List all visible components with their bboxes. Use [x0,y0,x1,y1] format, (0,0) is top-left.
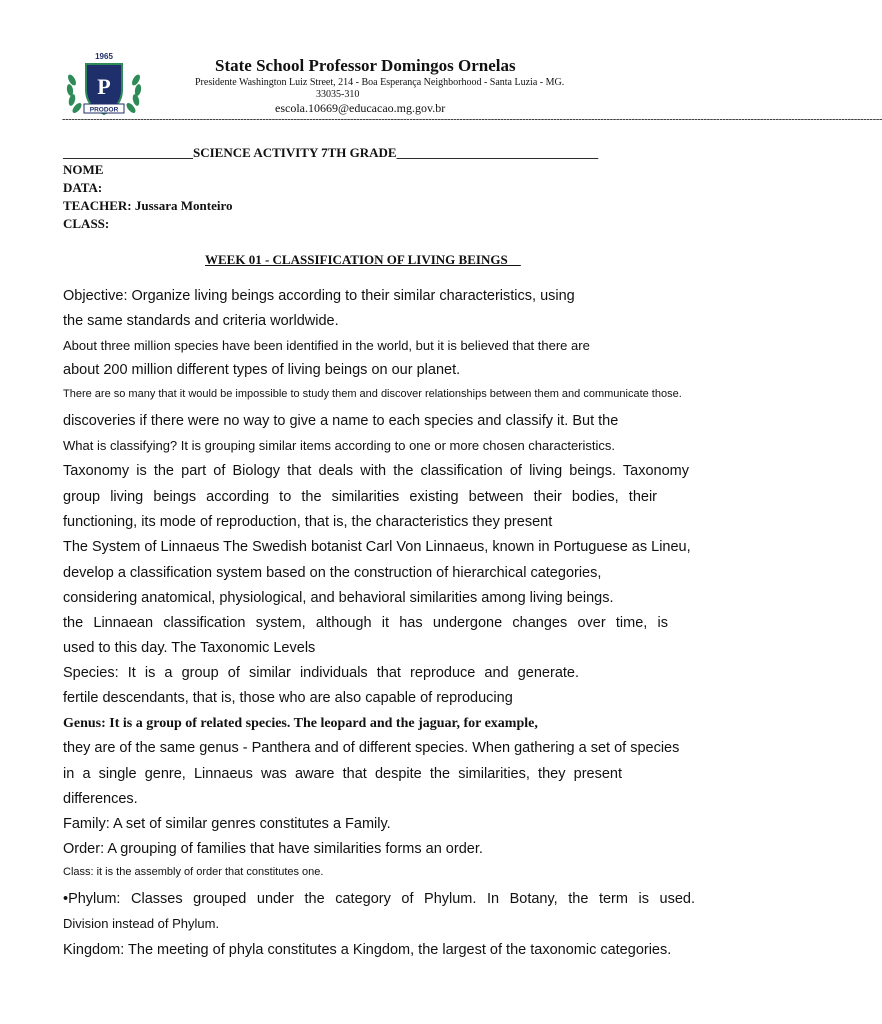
body-line: considering anatomical, physiological, and behavioral similarities among living beings. [63,590,614,606]
body-line: the Linnaean classification system, although it has undergone changes over time, is [63,615,668,631]
school-email: escola.10669@educacao.mg.gov.br [275,101,446,115]
school-zip: 33035-310 [316,89,360,100]
field-class: CLASS: [63,216,110,231]
body-line: the same standards and criteria worldwide. [63,313,339,329]
body-line: Objective: Organize living beings according to their similar characteristics, using [63,288,575,304]
body-line: Order: A grouping of families that have similarities forms an order. [63,841,483,857]
activity-title: ____________________SCIENCE ACTIVITY 7TH GRADE_______________________________ [63,145,599,160]
teacher-label: TEACHER: [63,198,132,213]
field-date: DATA: [63,180,103,195]
body-line: used to this day. The Taxonomic Levels [63,640,316,656]
body-line: Kingdom: The meeting of phyla constitutes a Kingdom, the largest of the taxonomic categories. [63,942,672,958]
logo-letter: P [97,74,111,99]
body-line: in a single genre, Linnaeus was aware that despite the similarities, they present [63,766,622,782]
logo-year: 1965 [95,52,113,61]
field-name: NOME [63,162,104,177]
body-line: about 200 million different types of living beings on our planet. [63,362,461,378]
body-line: Class: it is the assembly of order that constitutes one. [63,866,324,878]
laurel-left-icon [66,73,83,114]
body-line: Taxonomy is the part of Biology that deals with the classification of living beings. Taxonomy [63,463,689,479]
teacher-value: Jussara Monteiro [131,198,233,213]
laurel-right-icon [125,73,142,114]
body-line: group living beings according to the similarities existing between their bodies, their [63,489,657,505]
body-line: Species: It is a group of similar individuals that reproduce and generate. [63,665,579,681]
school-name: State School Professor Domingos Ornelas [215,56,516,75]
body-line: What is classifying? It is grouping similar items according to one or more chosen characteristics. [63,438,615,453]
body-line: There are so many that it would be impossible to study them and discover relationships between them and communicate those. [63,388,682,400]
school-address: Presidente Washington Luiz Street, 214 - Boa Esperança Neighborhood - Santa Luzia - MG. [195,77,565,88]
body-line: differences. [63,791,138,807]
body-line: Family: A set of similar genres constitutes a Family. [63,816,391,832]
body-line: discoveries if there were no way to give a name to each species and classify it. But the [63,413,619,429]
body-line: functioning, its mode of reproduction, that is, the characteristics they present [63,514,553,530]
body-line: The System of Linnaeus The Swedish botanist Carl Von Linnaeus, known in Portuguese as Lineu, [63,539,691,555]
body-line: fertile descendants, that is, those who are also capable of reproducing [63,690,513,706]
body-line: •Phylum: Classes grouped under the category of Phylum. In Botany, the term is used. [63,891,695,907]
body-line: Division instead of Phylum. [63,916,220,931]
school-crest-logo [64,50,144,122]
field-teacher [63,198,233,214]
header-divider: ---------------------------------------------------------------------------------------------------------------------------------------------------------------------------------------------------------------------------------------------------------------------- [62,114,882,125]
logo-ribbon-text: PRODOR [89,106,119,114]
week-title: WEEK 01 - CLASSIFICATION OF LIVING BEINGS__ [205,252,521,267]
body-line: Genus: It is a group of related species. The leopard and the jaguar, for example, [63,716,538,731]
body-line: About three million species have been identified in the world, but it is believed that there are [63,338,590,353]
body-line: they are of the same genus - Panthera and of different species. When gathering a set of species [63,740,680,756]
body-line: develop a classification system based on the construction of hierarchical categories, [63,565,602,581]
